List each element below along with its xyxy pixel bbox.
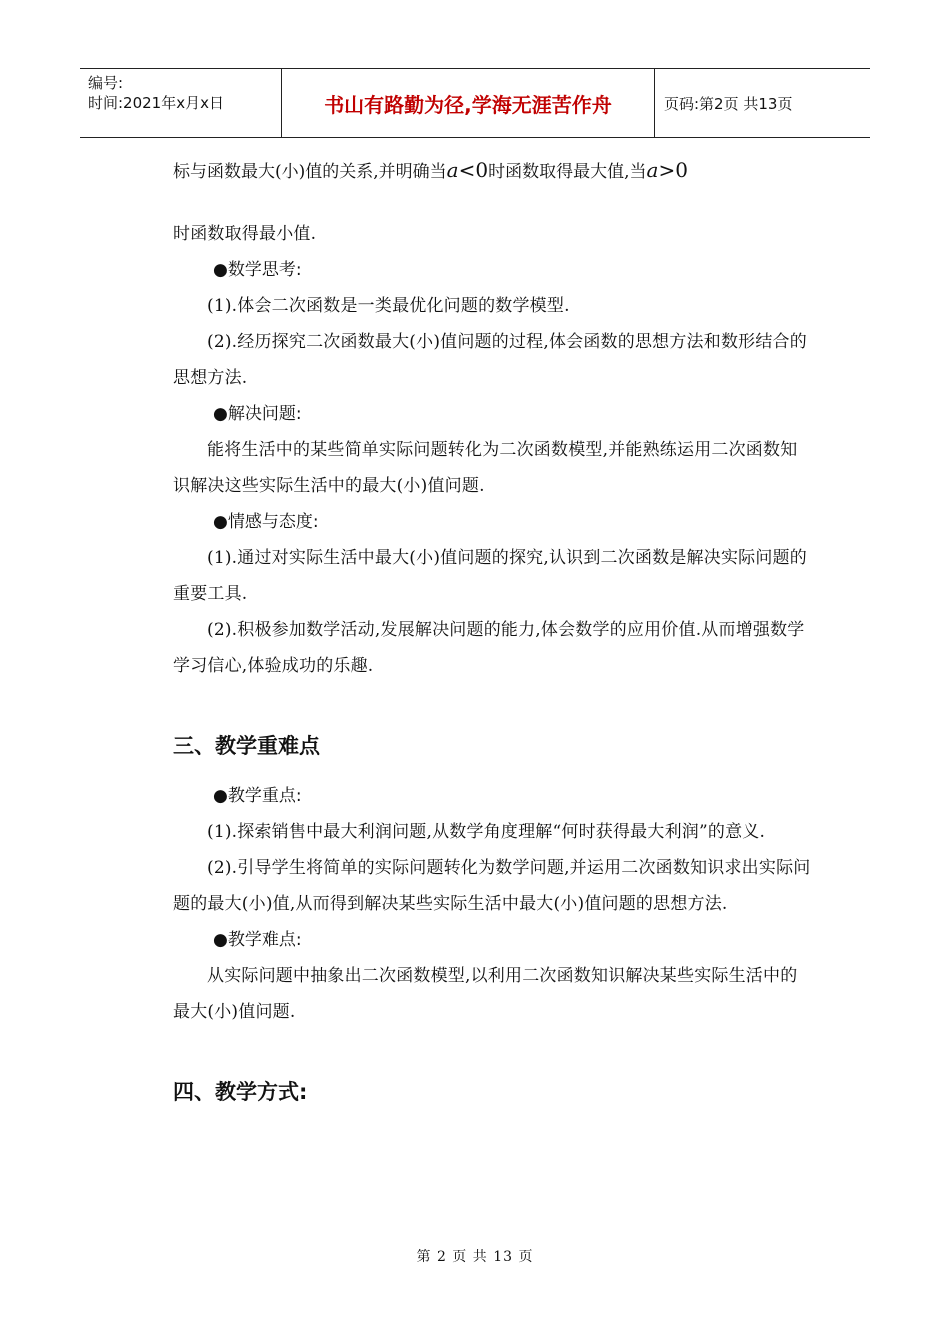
subheading: ●教学难点: (213, 930, 302, 950)
subheading: ●教学重点: (213, 786, 302, 806)
page-footer: 第 2 页 共 13 页 (416, 1249, 534, 1265)
paragraph: (2).经历探究二次函数最大(小)值问题的过程,体会函数的思想方法和数形结合的思想方法. (173, 332, 807, 388)
paragraph: (1).体会二次函数是一类最优化问题的数学模型. (207, 296, 570, 316)
math-expression: a<0 (446, 158, 489, 182)
section-heading: 三、教学重难点 (173, 734, 320, 758)
paragraph: 能将生活中的某些简单实际问题转化为二次函数模型,并能熟练运用二次函数知识解决这些实际生活中的最大(小)值问题. (173, 440, 798, 496)
subheading: ●情感与态度: (213, 512, 319, 532)
date-label: 时间:2021年x月x日 (88, 94, 224, 112)
math-expression: a>0 (646, 158, 688, 182)
header-divider (654, 69, 655, 137)
paragraph: (1).通过对实际生活中最大(小)值问题的探究,认识到二次函数是解决实际问题的重要工具. (173, 548, 807, 604)
header-page-info: 页码:第2页 共13页 (664, 94, 793, 113)
paragraph: (2).积极参加数学活动,发展解决问题的能力,体会数学的应用价值.从而增强数学学习信心,体验成功的乐趣. (173, 620, 805, 676)
paragraph: 从实际问题中抽象出二次函数模型,以利用二次函数知识解决某些实际生活中的最大(小)值问题. (173, 966, 798, 1022)
header-meta (88, 73, 278, 113)
paragraph: 时函数取得最小值. (173, 224, 317, 244)
subheading: ●解决问题: (213, 404, 302, 424)
header-motto: 书山有路勤为径,学海无涯苦作舟 (324, 92, 612, 117)
subheading: ●数学思考: (213, 260, 302, 280)
section-heading: 四、教学方式: (173, 1080, 308, 1104)
paragraph: 标与函数最大(小)值的关系,并明确当a<0时函数取得最大值,当a>0 (173, 158, 688, 182)
paragraph: (1).探索销售中最大利润问题,从数学角度理解“何时获得最大利润”的意义. (207, 822, 766, 842)
document-header (80, 68, 870, 138)
number-label: 编号: (88, 74, 124, 92)
paragraph: (2).引导学生将简单的实际问题转化为数学问题,并运用二次函数知识求出实际问题的最大(小)值,从而得到解决某些实际生活中最大(小)值问题的思想方法. (173, 858, 811, 914)
document-body (173, 152, 813, 1110)
